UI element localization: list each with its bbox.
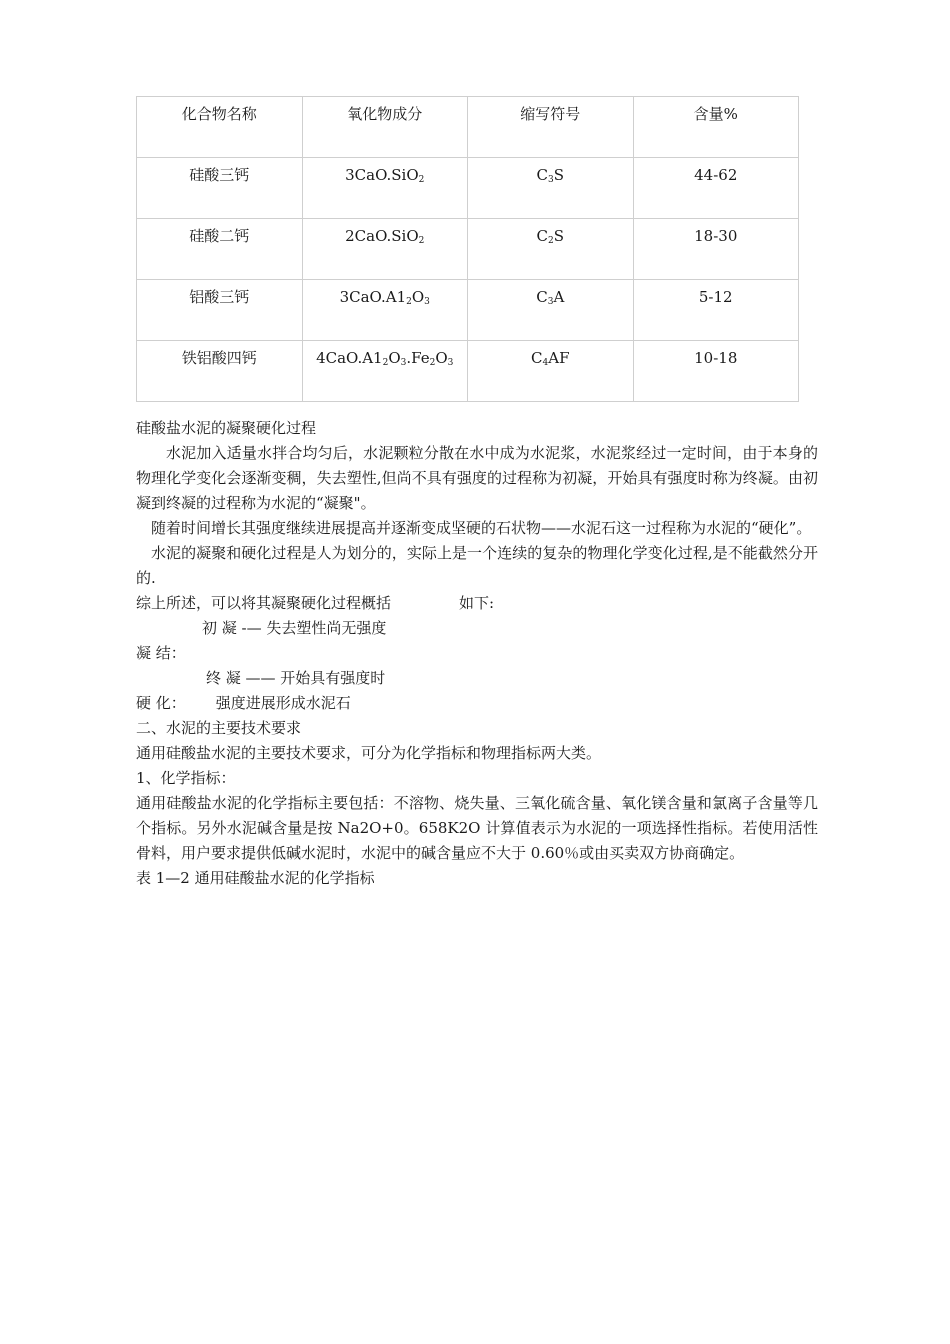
setting-label: 凝 结： xyxy=(136,644,186,662)
summary-line xyxy=(136,591,818,616)
header-cell: 缩写符号 xyxy=(468,97,634,158)
process-heading: 硅酸盐水泥的凝聚硬化过程 xyxy=(136,419,317,437)
summary-suffix: 如下: xyxy=(459,594,495,612)
content-cell: 44-62 xyxy=(633,158,799,219)
subsection-heading: 1、化学指标： xyxy=(136,769,236,787)
body-text xyxy=(136,416,818,891)
compound-name-cell: 硅酸二钙 xyxy=(137,219,303,280)
content-cell: 10-18 xyxy=(633,341,799,402)
table-header-row xyxy=(137,97,799,158)
oxide-formula-cell: 3CaO.SiO$_2$ xyxy=(302,158,468,219)
header-cell: 含量% xyxy=(633,97,799,158)
abbreviation-cell: $C_4AF$ xyxy=(468,341,634,402)
section-heading: 二、水泥的主要技术要求 xyxy=(136,719,302,737)
abbreviation-cell: $C_3A$ xyxy=(468,280,634,341)
setting-paragraph: 水泥加入适量水拌合均匀后，水泥颗粒分散在水中成为水泥浆，水泥浆经过一定时间，由于本身的物理化学变化会逐渐变稠，失去塑性,但尚不具有强度的过程称为初凝，开始具有强度时称为终凝。由初凝到终凝的过程称为水泥的“凝聚"。 xyxy=(136,444,818,512)
compound-table xyxy=(136,96,799,402)
content-cell: 5-12 xyxy=(633,280,799,341)
hardening-description: 强度进展形成水泥石 xyxy=(215,694,351,712)
chemical-indicators-paragraph: 通用硅酸盐水泥的化学指标主要包括：不溶物、烧失量、三氧化硫含量、氧化镁含量和氯离子含量等几个指标。另外水泥碱含量是按 Na2O+0。658K2O 计算值表示为水泥的一项选择性指标。若使用活性骨料，用户要求提供低碱水泥时，水泥中的碱含量应不大于 0.60％或由买卖双方协商确定。 xyxy=(136,794,818,862)
compound-name-cell: 铁铝酸四钙 xyxy=(137,341,303,402)
oxide-formula-cell: 2CaO.SiO$_2$ xyxy=(302,219,468,280)
continuity-paragraph: 水泥的凝聚和硬化过程是人为划分的，实际上是一个连续的复杂的物理化学变化过程,是不能截然分开的. xyxy=(136,544,818,587)
header-cell: 化合物名称 xyxy=(137,97,303,158)
summary-text: 综上所述，可以将其凝聚硬化过程概括 xyxy=(136,594,392,612)
table-row xyxy=(137,280,799,341)
table-row xyxy=(137,341,799,402)
compound-name-cell: 铝酸三钙 xyxy=(137,280,303,341)
final-set-line: 终 凝 —— 开始具有强度时 xyxy=(206,669,386,687)
header-cell: 氧化物成分 xyxy=(302,97,468,158)
oxide-formula-cell: $4CaO.A1_2O_3.Fe_2O_3$ xyxy=(302,341,468,402)
table-caption: 表 1—2 通用硅酸盐水泥的化学指标 xyxy=(136,869,375,887)
content-cell: 18-30 xyxy=(633,219,799,280)
oxide-formula-cell: $3CaO.A1_2O_3$ xyxy=(302,280,468,341)
hardening-line xyxy=(136,691,818,716)
abbreviation-cell: $C_2S$ xyxy=(468,219,634,280)
initial-set-line: 初 凝 -— 失去塑性尚无强度 xyxy=(202,619,387,637)
document-page xyxy=(136,96,818,891)
table-row xyxy=(137,158,799,219)
hardening-paragraph: 随着时间增长其强度继续进展提高并逐渐变成坚硬的石状物——水泥石这一过程称为水泥的“硬化”。 xyxy=(151,519,812,537)
table-row xyxy=(137,219,799,280)
section-intro: 通用硅酸盐水泥的主要技术要求，可分为化学指标和物理指标两大类。 xyxy=(136,744,602,762)
compound-name-cell: 硅酸三钙 xyxy=(137,158,303,219)
hardening-label: 硬 化： xyxy=(136,694,186,712)
abbreviation-cell: $C_3S$ xyxy=(468,158,634,219)
